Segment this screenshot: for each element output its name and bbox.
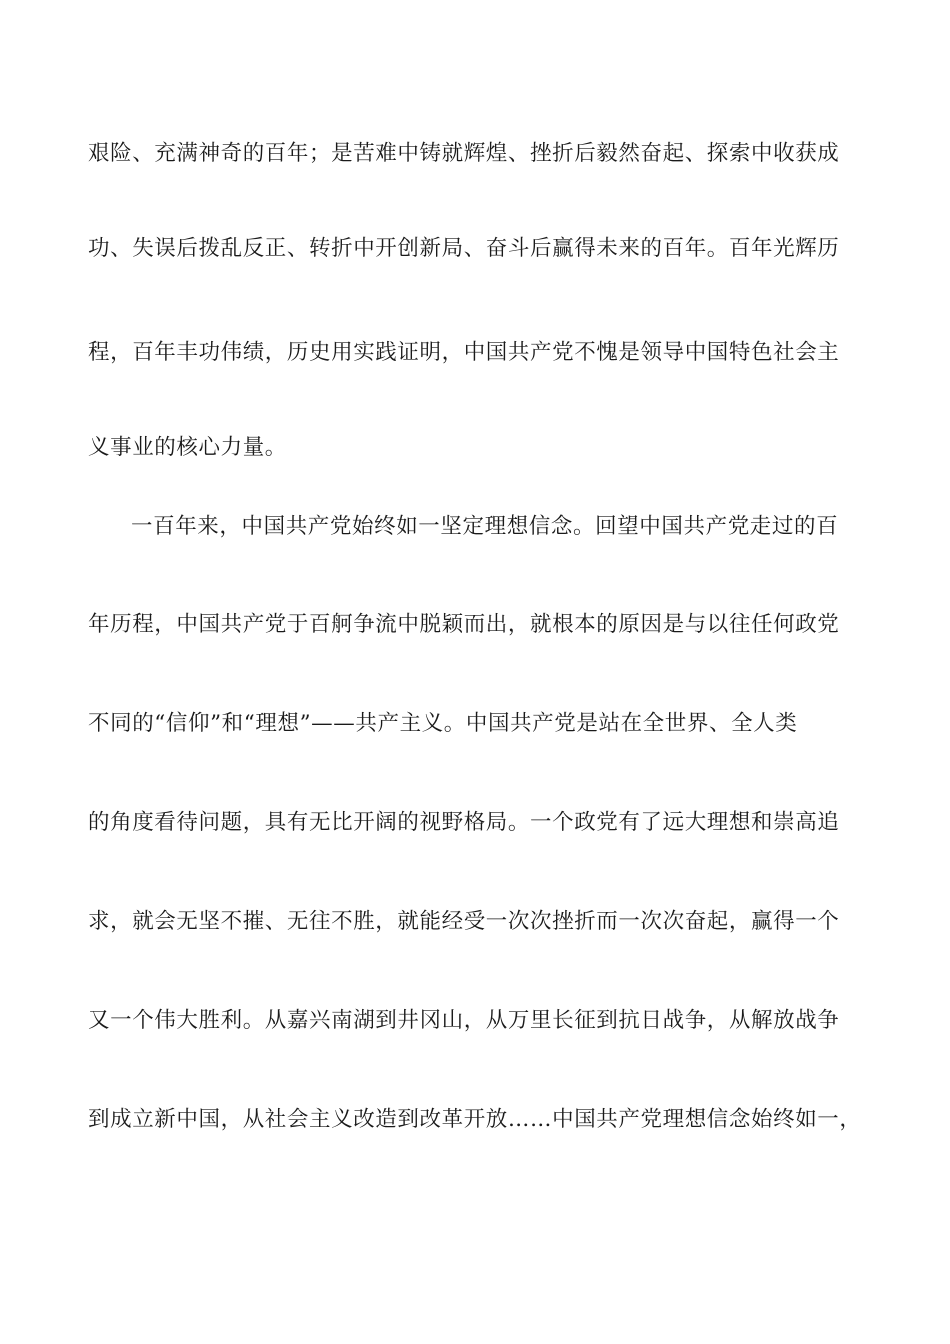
text-line: 到成立新中国，从社会主义改造到改革开放……中国共产党理想信念始终如一， [88, 1107, 862, 1132]
text-line: 求，就会无坚不摧、无往不胜，就能经受一次次挫折而一次次奋起，赢得一个 [88, 909, 840, 934]
text-line: 程，百年丰功伟绩，历史用实践证明，中国共产党不愧是领导中国特色社会主 [88, 340, 840, 365]
text-line: 艰险、充满神奇的百年；是苦难中铸就辉煌、挫折后毅然奋起、探索中收获成 [88, 141, 840, 166]
text-line: 不同的“信仰”和“理想”——共产主义。中国共产党是站在全世界、全人类 [88, 711, 798, 736]
paragraph-first-line: 一百年来，中国共产党始终如一坚定理想信念。回望中国共产党走过的百 [131, 514, 839, 539]
text-line: 功、失误后拨乱反正、转折中开创新局、奋斗后赢得未来的百年。百年光辉历 [88, 236, 840, 261]
text-line: 年历程，中国共产党于百舸争流中脱颖而出，就根本的原因是与以往任何政党 [88, 612, 840, 637]
text-line: 义事业的核心力量。 [88, 435, 287, 460]
text-line: 又一个伟大胜利。从嘉兴南湖到井冈山，从万里长征到抗日战争，从解放战争 [88, 1008, 840, 1033]
text-line: 的角度看待问题，具有无比开阔的视野格局。一个政党有了远大理想和崇高追 [88, 810, 840, 835]
